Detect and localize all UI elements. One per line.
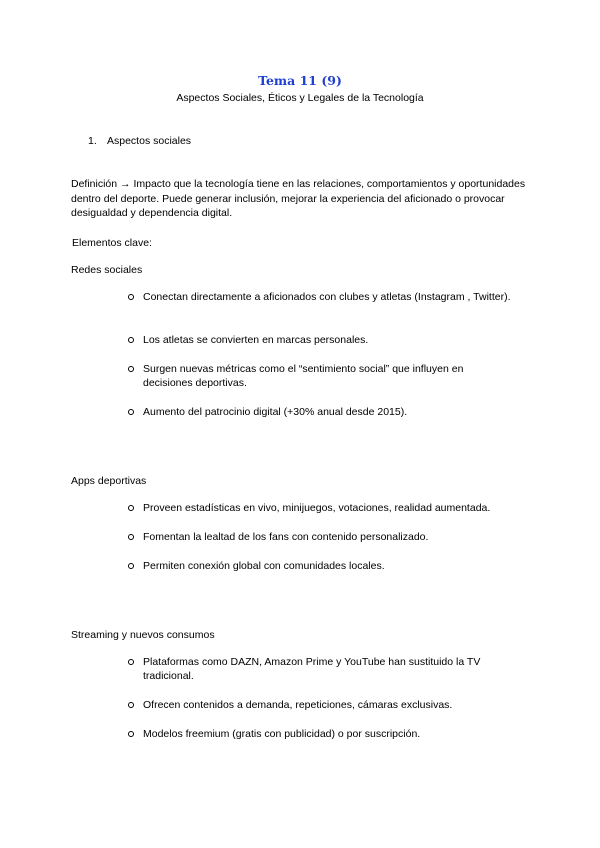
bullet-circle-icon <box>128 337 134 343</box>
bullet-circle-icon <box>128 505 134 511</box>
list-item: Surgen nuevas métricas como el “sentimiento social” que influyen en decisiones deportivas. <box>128 362 528 390</box>
bullet-circle-icon <box>128 659 134 665</box>
list-item: Conectan directamente a aficionados con clubes y atletas (Instagram , Twitter). <box>128 290 528 304</box>
bullet-circle-icon <box>128 366 134 372</box>
bullet-circle-icon <box>128 294 134 300</box>
list-item: Ofrecen contenidos a demanda, repeticiones, cámaras exclusivas. <box>128 698 528 712</box>
section-heading-apps-deportivas: Apps deportivas <box>71 475 147 487</box>
bullet-circle-icon <box>128 702 134 708</box>
document-title: Tema 11 (9) <box>258 73 342 88</box>
list-item: Permiten conexión global con comunidades locales. <box>128 559 528 573</box>
list-item: Plataformas como DAZN, Amazon Prime y YouTube han sustituido la TV tradicional. <box>128 655 528 683</box>
bullet-circle-icon <box>128 409 134 415</box>
list-item: Modelos freemium (gratis con publicidad) o por suscripción. <box>128 727 528 741</box>
list-item-label: Aspectos sociales <box>107 135 192 147</box>
list-item: Aumento del patrocinio digital (+30% anual desde 2015). <box>128 405 528 419</box>
bullet-circle-icon <box>128 534 134 540</box>
list-item: Los atletas se convierten en marcas personales. <box>128 333 528 347</box>
key-elements-label: Elementos clave: <box>72 237 152 249</box>
list-item: Proveen estadísticas en vivo, minijuegos, votaciones, realidad aumentada. <box>128 501 528 515</box>
list-item: Fomentan la lealtad de los fans con contenido personalizado. <box>128 530 528 544</box>
numbered-list-item <box>88 134 191 148</box>
document-subtitle: Aspectos Sociales, Éticos y Legales de la Tecnología <box>176 92 424 104</box>
bullet-circle-icon <box>128 731 134 737</box>
definition-paragraph: Definición → Impacto que la tecnología tiene en las relaciones, comportamientos y oportunidades dentro del deporte. Puede generar inclusión, mejorar la experiencia del aficionado o provocar desigualdad y dependencia digital. <box>71 178 526 219</box>
section-heading-streaming: Streaming y nuevos consumos <box>71 629 215 641</box>
list-number: 1. <box>88 135 97 147</box>
section-heading-redes-sociales: Redes sociales <box>71 264 143 276</box>
bullet-circle-icon <box>128 563 134 569</box>
